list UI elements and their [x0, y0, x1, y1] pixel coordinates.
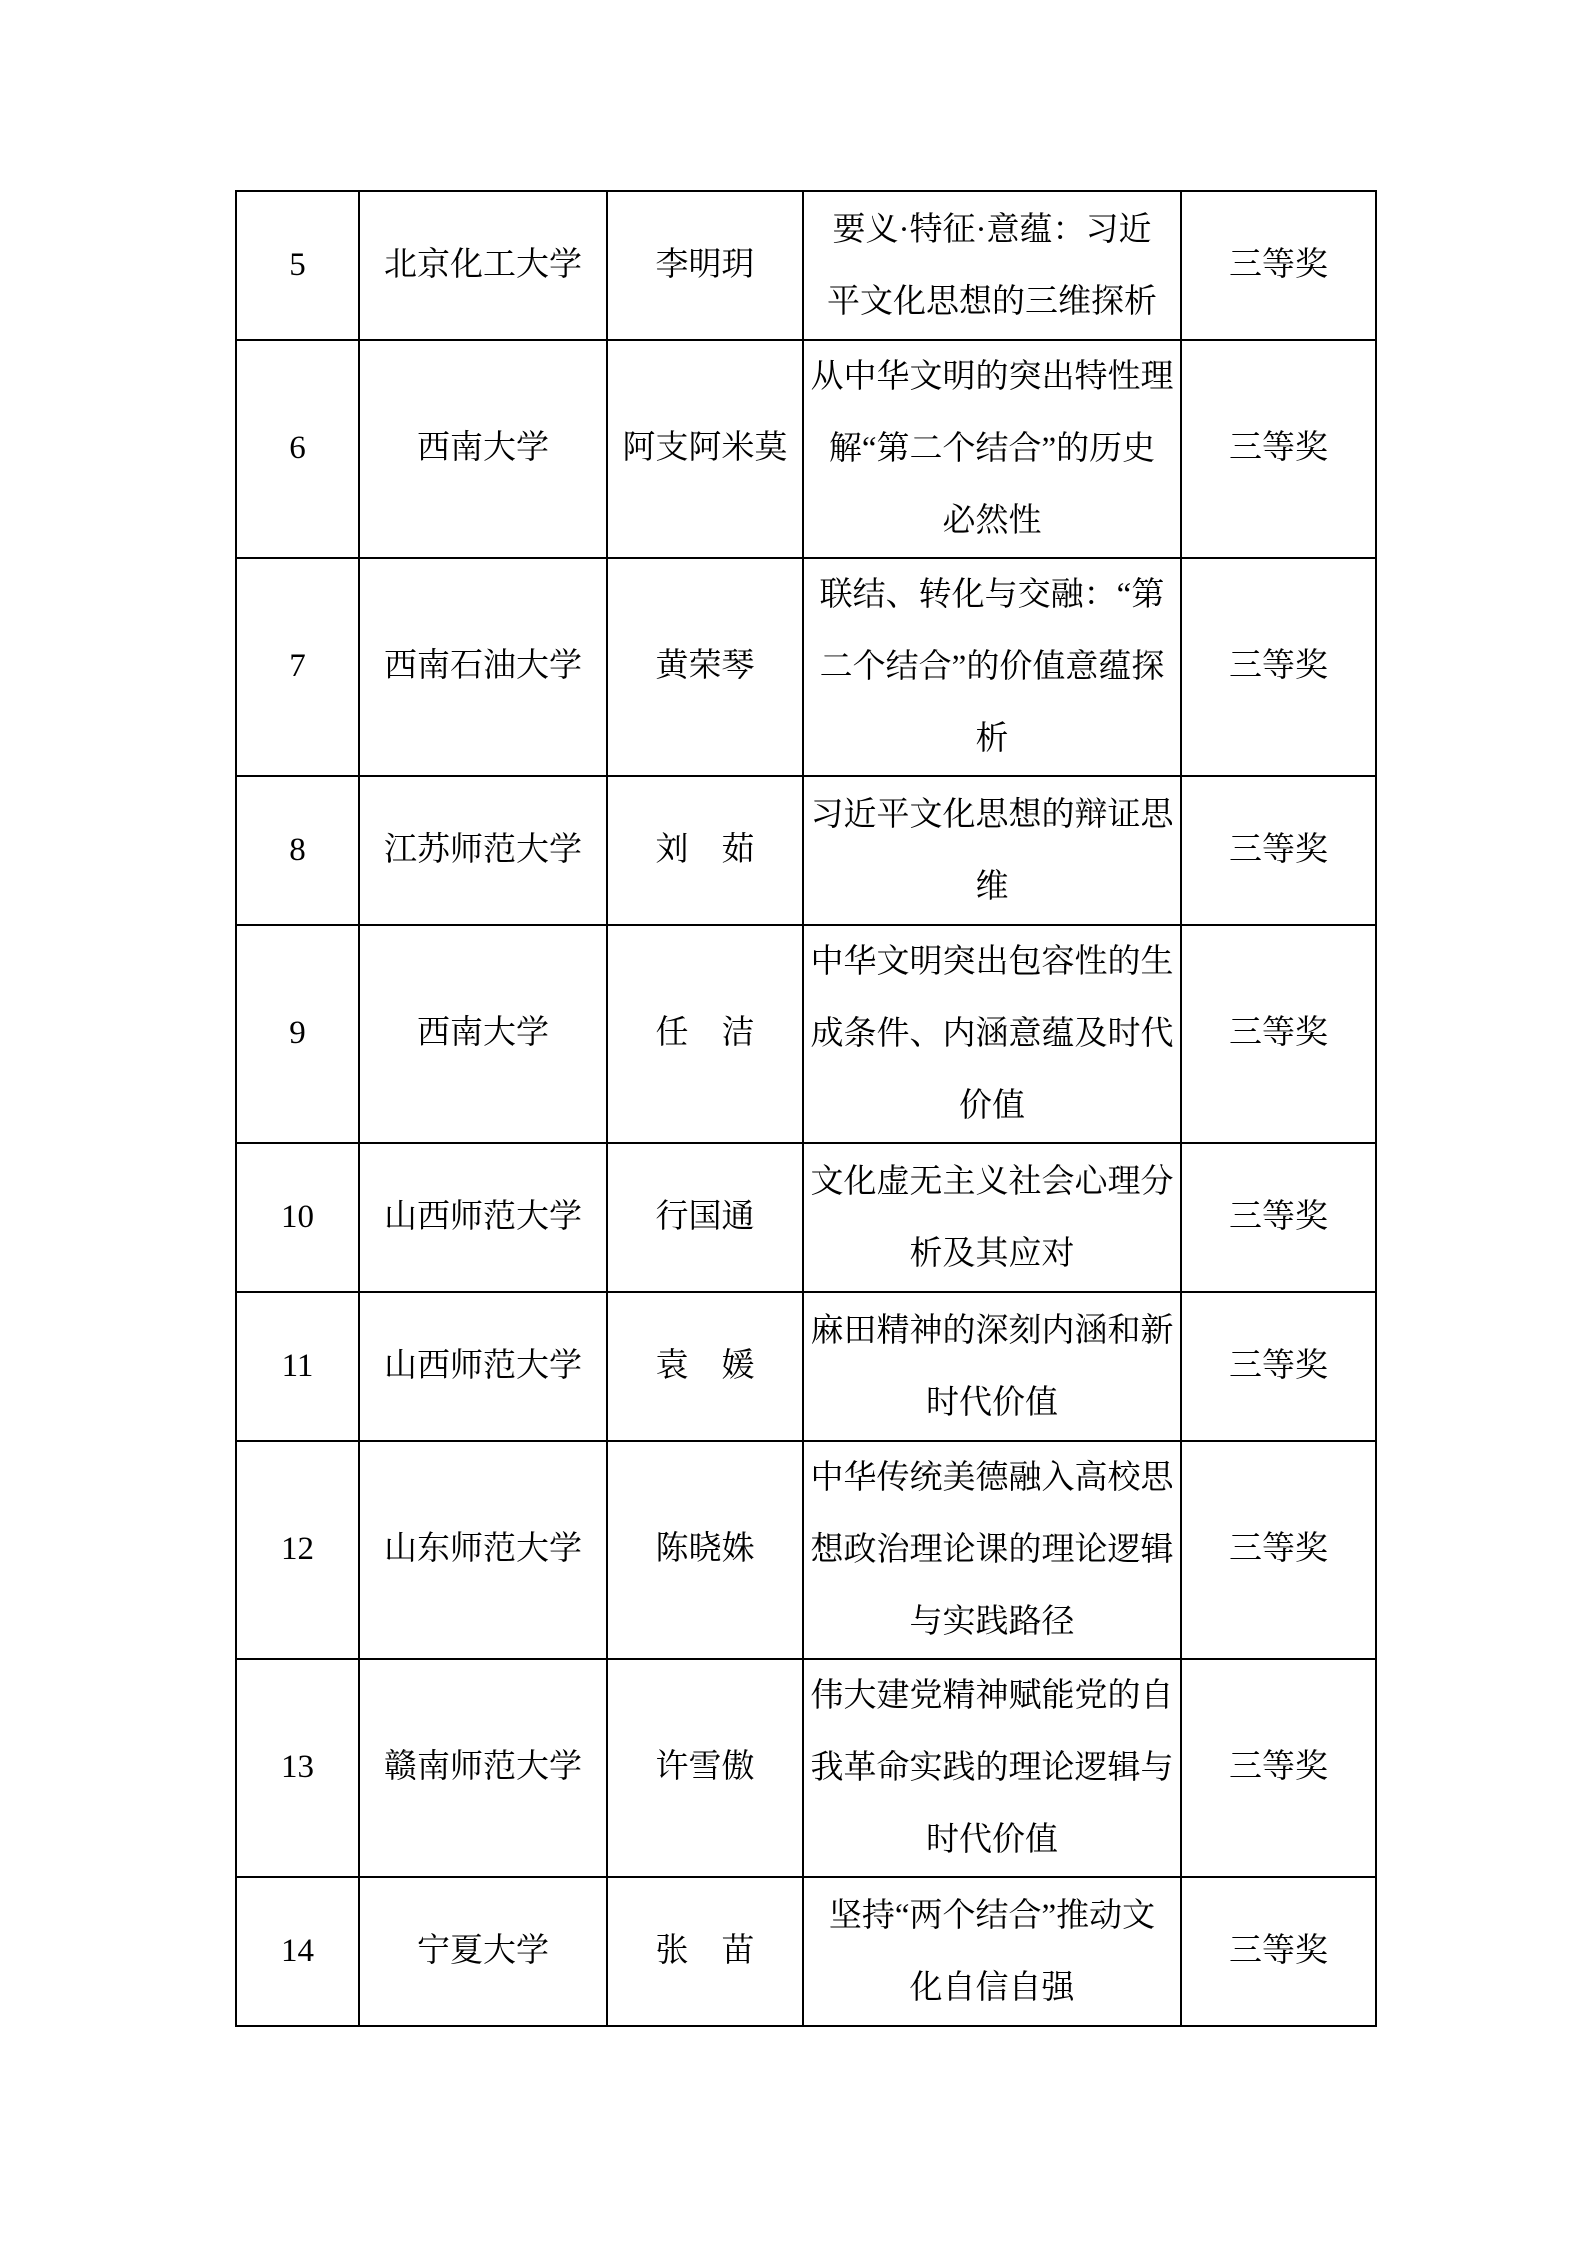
cell-title — [803, 776, 1181, 925]
table-row — [236, 1659, 1376, 1877]
title-line: 我革命实践的理论逻辑与 — [810, 1750, 1174, 1786]
table-row — [236, 776, 1376, 925]
title-line: 解“第二个结合”的历史 — [828, 431, 1156, 467]
title-lines — [804, 559, 1180, 775]
cell-university: 宁夏大学 — [359, 1877, 607, 2026]
table-row — [236, 1441, 1376, 1659]
awards-table-body — [236, 191, 1376, 2026]
cell-award: 三等奖 — [1181, 1877, 1376, 2026]
table-row — [236, 1292, 1376, 1441]
cell-name: 袁 媛 — [607, 1292, 803, 1441]
title-line: 成条件、内涵意蕴及时代 — [810, 1016, 1174, 1052]
table-row — [236, 340, 1376, 558]
cell-award: 三等奖 — [1181, 776, 1376, 925]
cell-university: 江苏师范大学 — [359, 776, 607, 925]
cell-university: 山西师范大学 — [359, 1292, 607, 1441]
cell-university: 北京化工大学 — [359, 191, 607, 340]
title-line: 平文化思想的三维探析 — [827, 283, 1157, 320]
table-row — [236, 1143, 1376, 1292]
cell-university: 山东师范大学 — [359, 1441, 607, 1659]
title-lines — [804, 779, 1180, 923]
cell-number: 6 — [236, 340, 359, 558]
cell-university: 西南大学 — [359, 925, 607, 1143]
cell-name: 任 洁 — [607, 925, 803, 1143]
title-line: 联结、转化与交融：“第 — [819, 577, 1165, 613]
title-line: 中华传统美德融入高校思 — [810, 1460, 1174, 1496]
cell-title — [803, 1441, 1181, 1659]
title-line: 文化虚无主义社会心理分 — [810, 1163, 1174, 1200]
table-row — [236, 191, 1376, 340]
table-row — [236, 558, 1376, 776]
title-line: 与实践路径 — [909, 1604, 1075, 1640]
cell-name: 黄荣琴 — [607, 558, 803, 776]
title-line: 从中华文明的突出特性理 — [810, 359, 1174, 395]
awards-table — [235, 190, 1377, 2027]
title-line: 想政治理论课的理论逻辑 — [810, 1532, 1174, 1568]
cell-number: 12 — [236, 1441, 359, 1659]
title-line: 时代价值 — [926, 1384, 1058, 1421]
table-row — [236, 925, 1376, 1143]
title-line: 要义·特征·意蕴：习近 — [832, 211, 1152, 248]
cell-title — [803, 1292, 1181, 1441]
cell-award: 三等奖 — [1181, 340, 1376, 558]
title-line: 习近平文化思想的辩证思 — [810, 796, 1174, 833]
cell-number: 13 — [236, 1659, 359, 1877]
cell-number: 8 — [236, 776, 359, 925]
title-line: 伟大建党精神赋能党的自 — [810, 1678, 1174, 1714]
cell-number: 9 — [236, 925, 359, 1143]
title-line: 价值 — [959, 1088, 1025, 1124]
cell-award: 三等奖 — [1181, 1292, 1376, 1441]
cell-number: 14 — [236, 1877, 359, 2026]
title-lines — [804, 1295, 1180, 1439]
cell-title — [803, 191, 1181, 340]
cell-title — [803, 925, 1181, 1143]
title-lines — [804, 1146, 1180, 1290]
title-lines — [804, 1660, 1180, 1876]
cell-title — [803, 1659, 1181, 1877]
cell-university: 西南大学 — [359, 340, 607, 558]
table-row — [236, 1877, 1376, 2026]
title-line: 坚持“两个结合”推动文 — [828, 1897, 1156, 1934]
cell-title — [803, 340, 1181, 558]
cell-title — [803, 1877, 1181, 2026]
title-line: 析及其应对 — [909, 1235, 1075, 1272]
cell-award: 三等奖 — [1181, 1143, 1376, 1292]
cell-award: 三等奖 — [1181, 1441, 1376, 1659]
cell-university: 西南石油大学 — [359, 558, 607, 776]
title-line: 析 — [975, 721, 1009, 757]
cell-name: 陈晓姝 — [607, 1441, 803, 1659]
title-line: 必然性 — [942, 503, 1042, 539]
title-line: 中华文明突出包容性的生 — [810, 944, 1174, 980]
title-lines — [804, 1442, 1180, 1658]
cell-title — [803, 558, 1181, 776]
cell-name: 李明玥 — [607, 191, 803, 340]
cell-number: 5 — [236, 191, 359, 340]
title-lines — [804, 1880, 1180, 2024]
cell-award: 三等奖 — [1181, 925, 1376, 1143]
title-lines — [804, 926, 1180, 1142]
cell-title — [803, 1143, 1181, 1292]
cell-name: 张 苗 — [607, 1877, 803, 2026]
cell-name: 许雪傲 — [607, 1659, 803, 1877]
title-lines — [804, 341, 1180, 557]
title-line: 维 — [975, 868, 1009, 905]
cell-university: 赣南师范大学 — [359, 1659, 607, 1877]
cell-number: 11 — [236, 1292, 359, 1441]
cell-number: 7 — [236, 558, 359, 776]
cell-award: 三等奖 — [1181, 1659, 1376, 1877]
cell-name: 刘 茹 — [607, 776, 803, 925]
title-line: 麻田精神的深刻内涵和新 — [810, 1312, 1174, 1349]
title-line: 时代价值 — [926, 1822, 1058, 1858]
cell-award: 三等奖 — [1181, 191, 1376, 340]
title-lines — [804, 194, 1180, 338]
cell-number: 10 — [236, 1143, 359, 1292]
cell-award: 三等奖 — [1181, 558, 1376, 776]
cell-university: 山西师范大学 — [359, 1143, 607, 1292]
title-line: 化自信自强 — [909, 1969, 1075, 2006]
title-line: 二个结合”的价值意蕴探 — [819, 649, 1165, 685]
cell-name: 阿支阿米莫 — [607, 340, 803, 558]
cell-name: 行国通 — [607, 1143, 803, 1292]
